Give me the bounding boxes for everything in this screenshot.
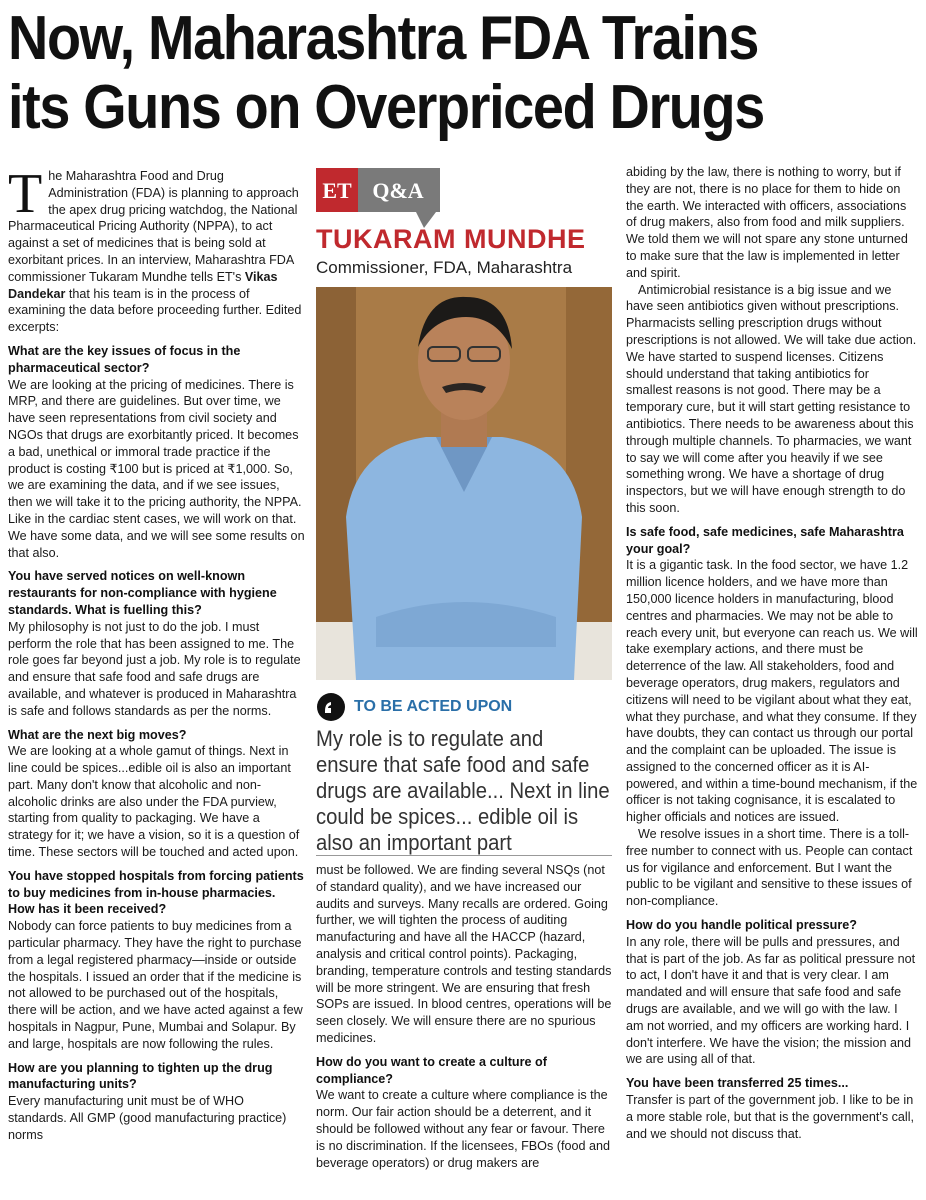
answer-continued: Antimicrobial resistance is a big issue and we have seen antibiotics given without prescriptions. Pharmacists selling prescription drugs without prescriptions is not allowed. We will take due action. We have started to suspend licenses. Citizens should understand that taking antibiotics for smallest reasons is not good. There may be a temporary cure, but it will start getting resistance to antibiotics. There needs to be awareness about this through multiple channels. To pharmacies, we want to say we will come after you heavily if we see something wrong. We have a shortage of drug inspectors, but we will have enough strength to do this soon. [626, 282, 917, 515]
badge-qa: Q&A [372, 178, 424, 203]
question: What are the key issues of focus in the pharmaceutical sector? [8, 343, 241, 375]
answer: Every manufacturing unit must be of WHO standards. All GMP (good manufacturing practice) norms [8, 1094, 287, 1142]
answer: We are looking at a whole gamut of things. Next in line could be spices...edible oil is also an important part. Many don't know that alcoholic and non-alcoholic drinks are also under the FDA purview, starting from quality to packaging. We have a strategy for it; we have a vision, so it is a question of time. These sectors will be touched and acted upon. [8, 744, 300, 860]
drop-cap: T [8, 163, 43, 225]
portrait-illustration [316, 287, 612, 680]
badge-et: ET [322, 178, 352, 203]
question: How do you want to create a culture of compliance? [316, 1054, 547, 1086]
quote-icon [316, 692, 346, 722]
headline-line-2: its Guns on Overpriced Drugs [8, 73, 764, 142]
answer: We resolve issues in a short time. There is a toll-free number to connect with us. People can contact us for vigilance and enforcement. But I want the public to be vigilant and sensitive to these issues of non-compliance. [626, 827, 913, 909]
intro-text: he Maharashtra Food and Drug Administration (FDA) is planning to approach the apex drug pricing watchdog, the National Pharmaceutical Pricing Authority (NPPA), to act against a set of medicines that is being sold at exorbitant prices. In an interview, Maharashtra FDA commissioner Tukaram Mundhe tells ET's [8, 169, 299, 284]
headline-line-1: Now, Maharashtra FDA Trains [8, 4, 759, 73]
intro-text-end: that his team is in the process of examining the data before proceeding further. Edited excerpts: [8, 286, 302, 335]
reporter-name: Vikas Dandekar [8, 269, 278, 301]
answer: In any role, there will be pulls and pressures, and that is part of the job. As far as political pressure not to act, I don't have it and that is very clear. I am mandated and will ensure that safe food and safe drugs are available, and we will go with the law. I am not worried, and my officers are working hard. I don't interfere. We have the vision; the mission and we are using all of that. [626, 934, 916, 1067]
answer-continued: abiding by the law, there is nothing to worry, but if they are not, there is no place for them to hide on the earth. We interacted with officers, associations of drug makers, also from food and milk suppliers. We told them we will not spare any stone unturned to make sure that the law is implemented in letter and spirit. [626, 165, 908, 280]
divider [316, 855, 612, 856]
pull-quote-text: My role is to regulate and ensure that safe food and safe drugs are available... Next in line could be spices... edible oil is also an important part [316, 726, 610, 855]
intro-paragraph [8, 163, 305, 336]
answer: My philosophy is not just to do the job. I must perform the role that has been assigned to me. The role goes far beyond just a job. My role is to regulate and ensure that safe food and safe drugs are available, and whatever is produced in Maharashtra is safe and follows standards as per the norms. [8, 619, 301, 718]
pull-quote-header [316, 690, 614, 724]
answer: We are looking at the pricing of medicines. There is MRP, and there are guidelines. But over time, we have seen representations from civil society and NGOs that drugs are exorbitantly priced. It becomes a bad, unethical or immoral trade practice if the product is costing ₹100 but is priced at ₹1,000. So, we are examining the data, and if we see issues, then we will take it to the pricing authority, the NPPA. Like in the cardiac stent cases, we will work on that. We have some data, and we will see some results on that also. [8, 377, 305, 560]
question: How do you handle political pressure? [626, 918, 857, 933]
portrait-photo [316, 287, 612, 680]
pull-quote-title: TO BE ACTED UPON [354, 698, 513, 715]
question: Is safe food, safe medicines, safe Maharashtra your goal? [626, 524, 904, 556]
question: How are you planning to tighten up the drug manufacturing units? [8, 1060, 273, 1092]
article-column-2 [316, 862, 614, 1171]
et-qa-badge [316, 168, 440, 230]
question: What are the next big moves? [8, 727, 187, 742]
answer-continued: must be followed. We are finding several NSQs (not of standard quality), and we have increased our audits and surveys. Many recalls are ordered. Going further, we will tighten the process of auditing manufacturing and have all the HACCP (hazard, analysis and critical control points). Packaging, branding, temperature controls and testing standards will be more stringent. We are ensuring that fresh SOPs are issued. In blood centres, operations will be seen closely. We will ensure there are no spurious medicines. [316, 863, 612, 1045]
question: You have been transferred 25 times... [626, 1076, 849, 1091]
headline [8, 4, 829, 142]
answer: Transfer is part of the government job. I like to be in a more stable role, but that is the government's call, and we should not discuss that. [626, 1093, 915, 1141]
question: You have served notices on well-known restaurants for non-compliance with hygiene standards. What is fuelling this? [8, 569, 277, 617]
interviewee-name: TUKARAM MUNDHE [316, 224, 586, 254]
interviewee-role: Commissioner, FDA, Maharashtra [316, 258, 573, 277]
answer: Nobody can force patients to buy medicines from a particular pharmacy. They have the right to purchase from a legal registered pharmacy—inside or outside the hospitals. I issued an order that if the medicine is not allowed to be purchased out of the hospitals, there will be action, and we have acted against a few hospitals in Nagpur, Pune, Mumbai and Solapur. By and large, hospitals are now following the rules. [8, 919, 303, 1051]
article-column-3 [626, 164, 918, 1142]
article-column-1 [8, 163, 305, 1144]
answer: It is a gigantic task. In the food sector, we have 1.2 million licence holders, and we have more than 150,000 licence holders in manufacturing, blood centres and pharmacies. We may not be able to reach every unit, but everyone can reach us. We will take exemplary actions, and there must be deterrence of the law. All stakeholders, food and beverage operators, drug makers, regulators and citizens will need to be vigilant about what they eat, what they purchase, and what they consume. If they have doubts, they can contact us through our portal and the complaint can be uploaded. The issue is assigned to the concerned officer as it is AI-powered, and within a time-bound mechanism, if the officer is not taking cognisance, it is escalated to higher officials and notices are issued. [626, 558, 918, 825]
answer: We want to create a culture where compliance is the norm. Our fair action should be a deterrent, and it should be followed without any fear or favour. There is no discrimination. If the licensees, FBOs (food and beverage operators) or drug makers are [316, 1088, 610, 1170]
pull-quote [316, 690, 614, 856]
question: You have stopped hospitals from forcing patients to buy medicines from in-house pharmacies. How has it been received? [8, 868, 304, 917]
